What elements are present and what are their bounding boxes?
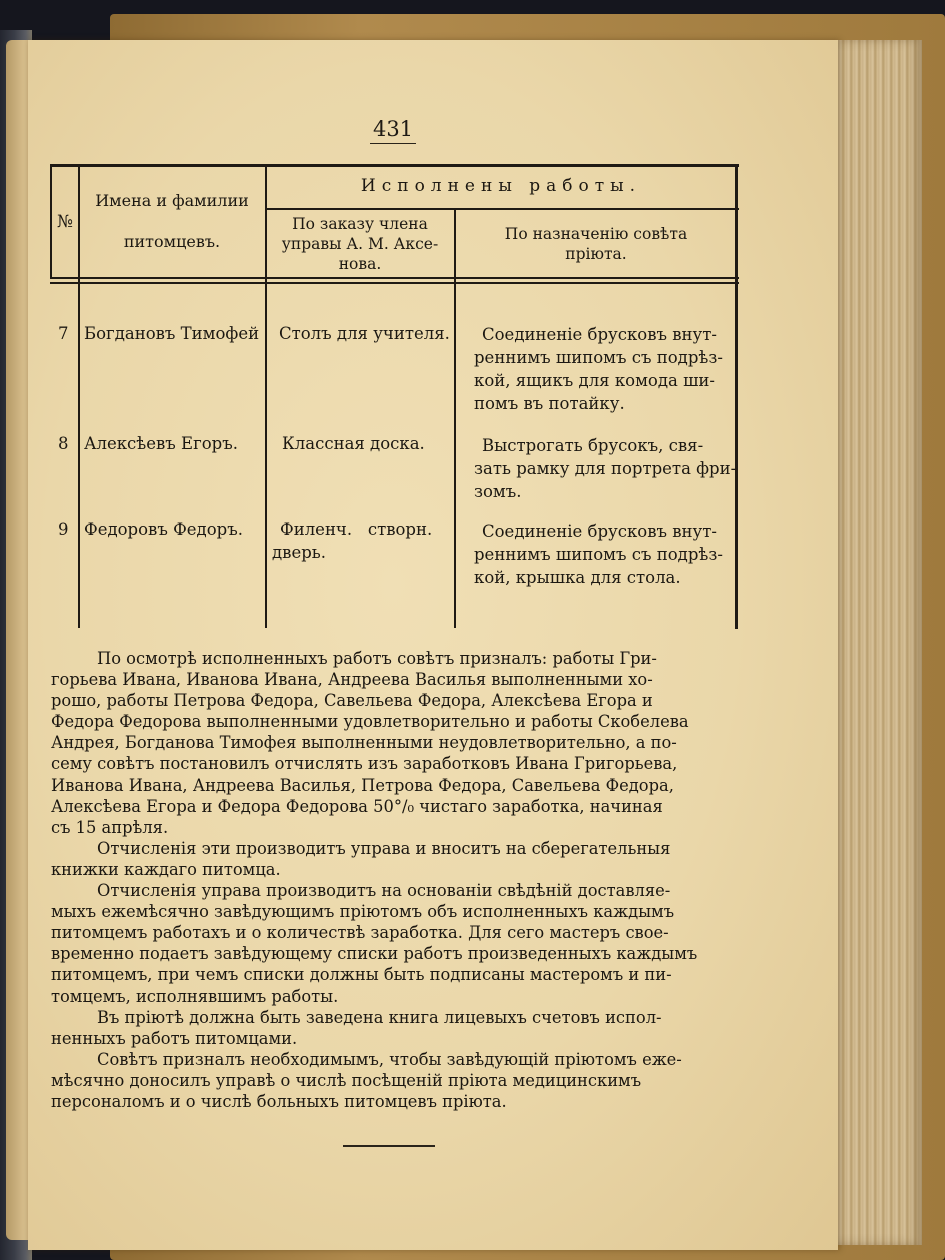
end-rule bbox=[343, 1145, 435, 1147]
text-line: Иванова Ивана, Андреева Василья, Петрова Федора, Савельева Федора, bbox=[51, 775, 674, 795]
row-9-council-work-1: Соединенiе брусковъ внут- bbox=[482, 522, 717, 541]
by-council-header-1: По назначенiю совѣта bbox=[504, 225, 688, 243]
paragraph-4 bbox=[51, 1007, 741, 1049]
text-line: горьева Ивана, Иванова Ивана, Андреева Василья выполненными хо- bbox=[51, 670, 653, 690]
row-7-council-work-2: реннимъ шипомъ съ подрѣз- bbox=[474, 348, 723, 367]
header-sub-rule bbox=[265, 208, 739, 210]
row-7-order-work: Столъ для учителя. bbox=[279, 324, 450, 343]
page-number: 431 bbox=[370, 116, 416, 144]
text-line: временно подаетъ завѣдующему списки работъ произведенныхъ каждымъ bbox=[51, 944, 698, 964]
row-8-council-work-3: зомъ. bbox=[474, 482, 522, 501]
row-9-name: Федоровъ Федоръ. bbox=[84, 520, 243, 539]
order-col-rule bbox=[454, 209, 456, 628]
num-header: № bbox=[56, 212, 74, 232]
table-top-rule bbox=[50, 164, 739, 167]
text-line: Алексѣева Егора и Федора Федорова 50°/₀ чистаго заработка, начиная bbox=[51, 796, 663, 816]
paragraph-1 bbox=[51, 648, 741, 838]
by-order-header-2: управы А. М. Аксе- bbox=[281, 235, 439, 253]
text-line: мѣсячно доносилъ управѣ о числѣ посѣщенiй прiюта медицинскимъ bbox=[51, 1070, 642, 1090]
row-8-council-work-2: зать рамку для портрета фри- bbox=[474, 459, 737, 478]
row-9-order-work-2: дверь. bbox=[272, 543, 327, 562]
text-line: ненныхъ работъ питомцами. bbox=[51, 1028, 298, 1048]
row-7-council-work-4: помъ въ потайку. bbox=[474, 394, 625, 413]
row-9-council-work-2: реннимъ шипомъ съ подрѣз- bbox=[474, 545, 723, 564]
paragraph-3 bbox=[51, 880, 741, 1007]
row-8-num: 8 bbox=[58, 434, 69, 453]
row-9-num: 9 bbox=[58, 520, 69, 539]
text-line: питомцемъ работахъ и о количествѣ заработка. Для сего мастеръ свое- bbox=[51, 923, 669, 943]
text-line: По осмотрѣ исполненныхъ работъ совѣтъ призналъ: работы Гри- bbox=[97, 649, 657, 668]
row-9-order-work-1: Филенч. створн. bbox=[280, 520, 433, 539]
text-line: томцемъ, исполнявшимъ работы. bbox=[51, 986, 339, 1006]
paragraph-2 bbox=[51, 838, 741, 880]
text-line: съ 15 апрѣля. bbox=[51, 817, 169, 837]
row-7-council-work-1: Соединенiе брусковъ внут- bbox=[482, 325, 717, 344]
text-line: Отчисленiя эти производитъ управа и вноситъ на сберегательныя bbox=[97, 838, 671, 858]
names-header: Имена и фамилии bbox=[95, 191, 249, 210]
row-7-name: Богдановъ Тимофей bbox=[84, 324, 260, 343]
row-8-council-work-1: Выстрогать брусокъ, свя- bbox=[482, 436, 704, 455]
text-line: Совѣтъ призналъ необходимымъ, чтобы завѣдующiй прiютомъ еже- bbox=[97, 1049, 682, 1069]
header-bottom-rule bbox=[50, 277, 739, 279]
text-line: Отчисленiя управа производитъ на основанiи свѣдѣнiй доставляе- bbox=[97, 881, 671, 901]
text-line: питомцемъ, при чемъ списки должны быть подписаны мастеромъ и пи- bbox=[51, 965, 672, 985]
done-works-header: Исполнены работы. bbox=[360, 176, 642, 196]
by-order-header-3: нова. bbox=[338, 255, 382, 273]
header-bottom-rule-2 bbox=[50, 282, 739, 284]
paragraph-5 bbox=[51, 1049, 741, 1112]
row-9-council-work-3: кой, крышка для стола. bbox=[474, 568, 681, 587]
by-order-header-1: По заказу члена bbox=[292, 215, 428, 233]
row-7-num: 7 bbox=[58, 324, 69, 343]
text-line: сему совѣтъ постановилъ отчислять изъ заработковъ Ивана Григорьева, bbox=[51, 754, 678, 774]
names-header-2: питомцевъ. bbox=[123, 232, 221, 251]
text-line: мыхъ ежемѣсячно завѣдующимъ прiютомъ объ исполненныхъ каждымъ bbox=[51, 902, 675, 922]
row-7-council-work-3: кой, ящикъ для комода ши- bbox=[474, 371, 715, 390]
text-line: Въ прiютѣ должна быть заведена книга лицевыхъ счетовъ испол- bbox=[97, 1007, 662, 1027]
text-line: Андрея, Богданова Тимофея выполненными неудовлетворительно, а по- bbox=[51, 733, 677, 753]
works-table bbox=[50, 164, 739, 629]
by-council-header-2: прiюта. bbox=[565, 245, 627, 263]
text-line: рошо, работы Петрова Федора, Савельева Федора, Алексѣева Егора и bbox=[51, 691, 653, 711]
text-line: персоналомъ и о числѣ больныхъ питомцевъ прiюта. bbox=[51, 1091, 507, 1111]
text-line: книжки каждаго питомца. bbox=[51, 859, 281, 879]
row-8-order-work: Классная доска. bbox=[282, 434, 425, 453]
text-line: Федора Федорова выполненными удовлетворительно и работы Скобелева bbox=[51, 712, 689, 732]
row-8-name: Алексѣевъ Егоръ. bbox=[84, 434, 238, 453]
body-text bbox=[51, 648, 741, 1112]
